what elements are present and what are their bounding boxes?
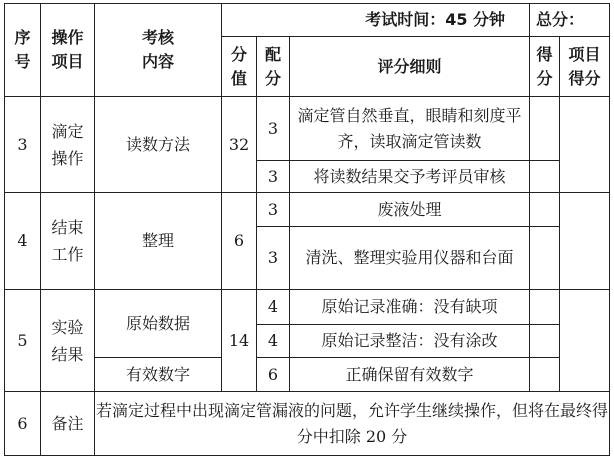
header-item-got: 项目 得分	[560, 37, 610, 97]
header-row-top	[5, 4, 610, 37]
row-index: 5	[5, 290, 41, 392]
row-index: 3	[5, 97, 41, 193]
criteria-text: 滴定管自然垂直，眼睛和刻度平齐，读取滴定管读数	[290, 97, 530, 161]
got-cell[interactable]	[530, 193, 560, 227]
header-index: 序 号	[5, 4, 41, 97]
criteria-text: 原始记录整洁：没有涂改	[290, 325, 530, 358]
scoring-table	[4, 3, 610, 456]
table-row	[5, 193, 610, 227]
row-item: 实验 结果	[41, 290, 95, 392]
row-content: 整理	[95, 193, 222, 290]
criteria-points: 4	[257, 290, 290, 325]
item-got-cell[interactable]	[560, 193, 610, 290]
item-got-cell[interactable]	[560, 97, 610, 193]
remark-index: 6	[5, 392, 41, 456]
header-score-value: 分 值	[222, 37, 257, 97]
criteria-points: 3	[257, 97, 290, 161]
criteria-text: 正确保留有效数字	[290, 358, 530, 392]
table-row	[5, 97, 610, 161]
row-score: 32	[222, 97, 257, 193]
criteria-points: 4	[257, 325, 290, 358]
criteria-points: 6	[257, 358, 290, 392]
row-index: 4	[5, 193, 41, 290]
criteria-points: 3	[257, 227, 290, 290]
row-content: 原始数据	[95, 290, 222, 358]
header-criteria: 评分细则	[290, 37, 530, 97]
got-cell[interactable]	[530, 358, 560, 392]
row-item: 结束 工作	[41, 193, 95, 290]
row-content: 读数方法	[95, 97, 222, 193]
criteria-points: 3	[257, 161, 290, 193]
total-score: 总分：	[530, 4, 610, 37]
remark-text: 若滴定过程中出现滴定管漏液的问题，允许学生继续操作，但将在最终得分中扣除 20 分	[95, 392, 610, 456]
header-item: 操作 项目	[41, 4, 95, 97]
table-row	[5, 290, 610, 325]
got-cell[interactable]	[530, 290, 560, 325]
exam-time: 考试时间：45 分钟	[222, 4, 530, 37]
row-score: 6	[222, 193, 257, 290]
got-cell[interactable]	[530, 325, 560, 358]
criteria-text: 将读数结果交予考评员审核	[290, 161, 530, 193]
table-row	[5, 358, 610, 392]
criteria-text: 废液处理	[290, 193, 530, 227]
criteria-text: 清洗、整理实验用仪器和台面	[290, 227, 530, 290]
header-allot: 配 分	[257, 37, 290, 97]
row-item: 滴定 操作	[41, 97, 95, 193]
remark-label: 备注	[41, 392, 95, 456]
item-got-cell[interactable]	[560, 290, 610, 392]
header-got: 得 分	[530, 37, 560, 97]
header-content: 考核 内容	[95, 4, 222, 97]
row-score: 14	[222, 290, 257, 392]
criteria-points: 3	[257, 193, 290, 227]
got-cell[interactable]	[530, 161, 560, 193]
row-content: 有效数字	[95, 358, 222, 392]
remark-row	[5, 392, 610, 456]
got-cell[interactable]	[530, 227, 560, 290]
criteria-text: 原始记录准确：没有缺项	[290, 290, 530, 325]
got-cell[interactable]	[530, 97, 560, 161]
